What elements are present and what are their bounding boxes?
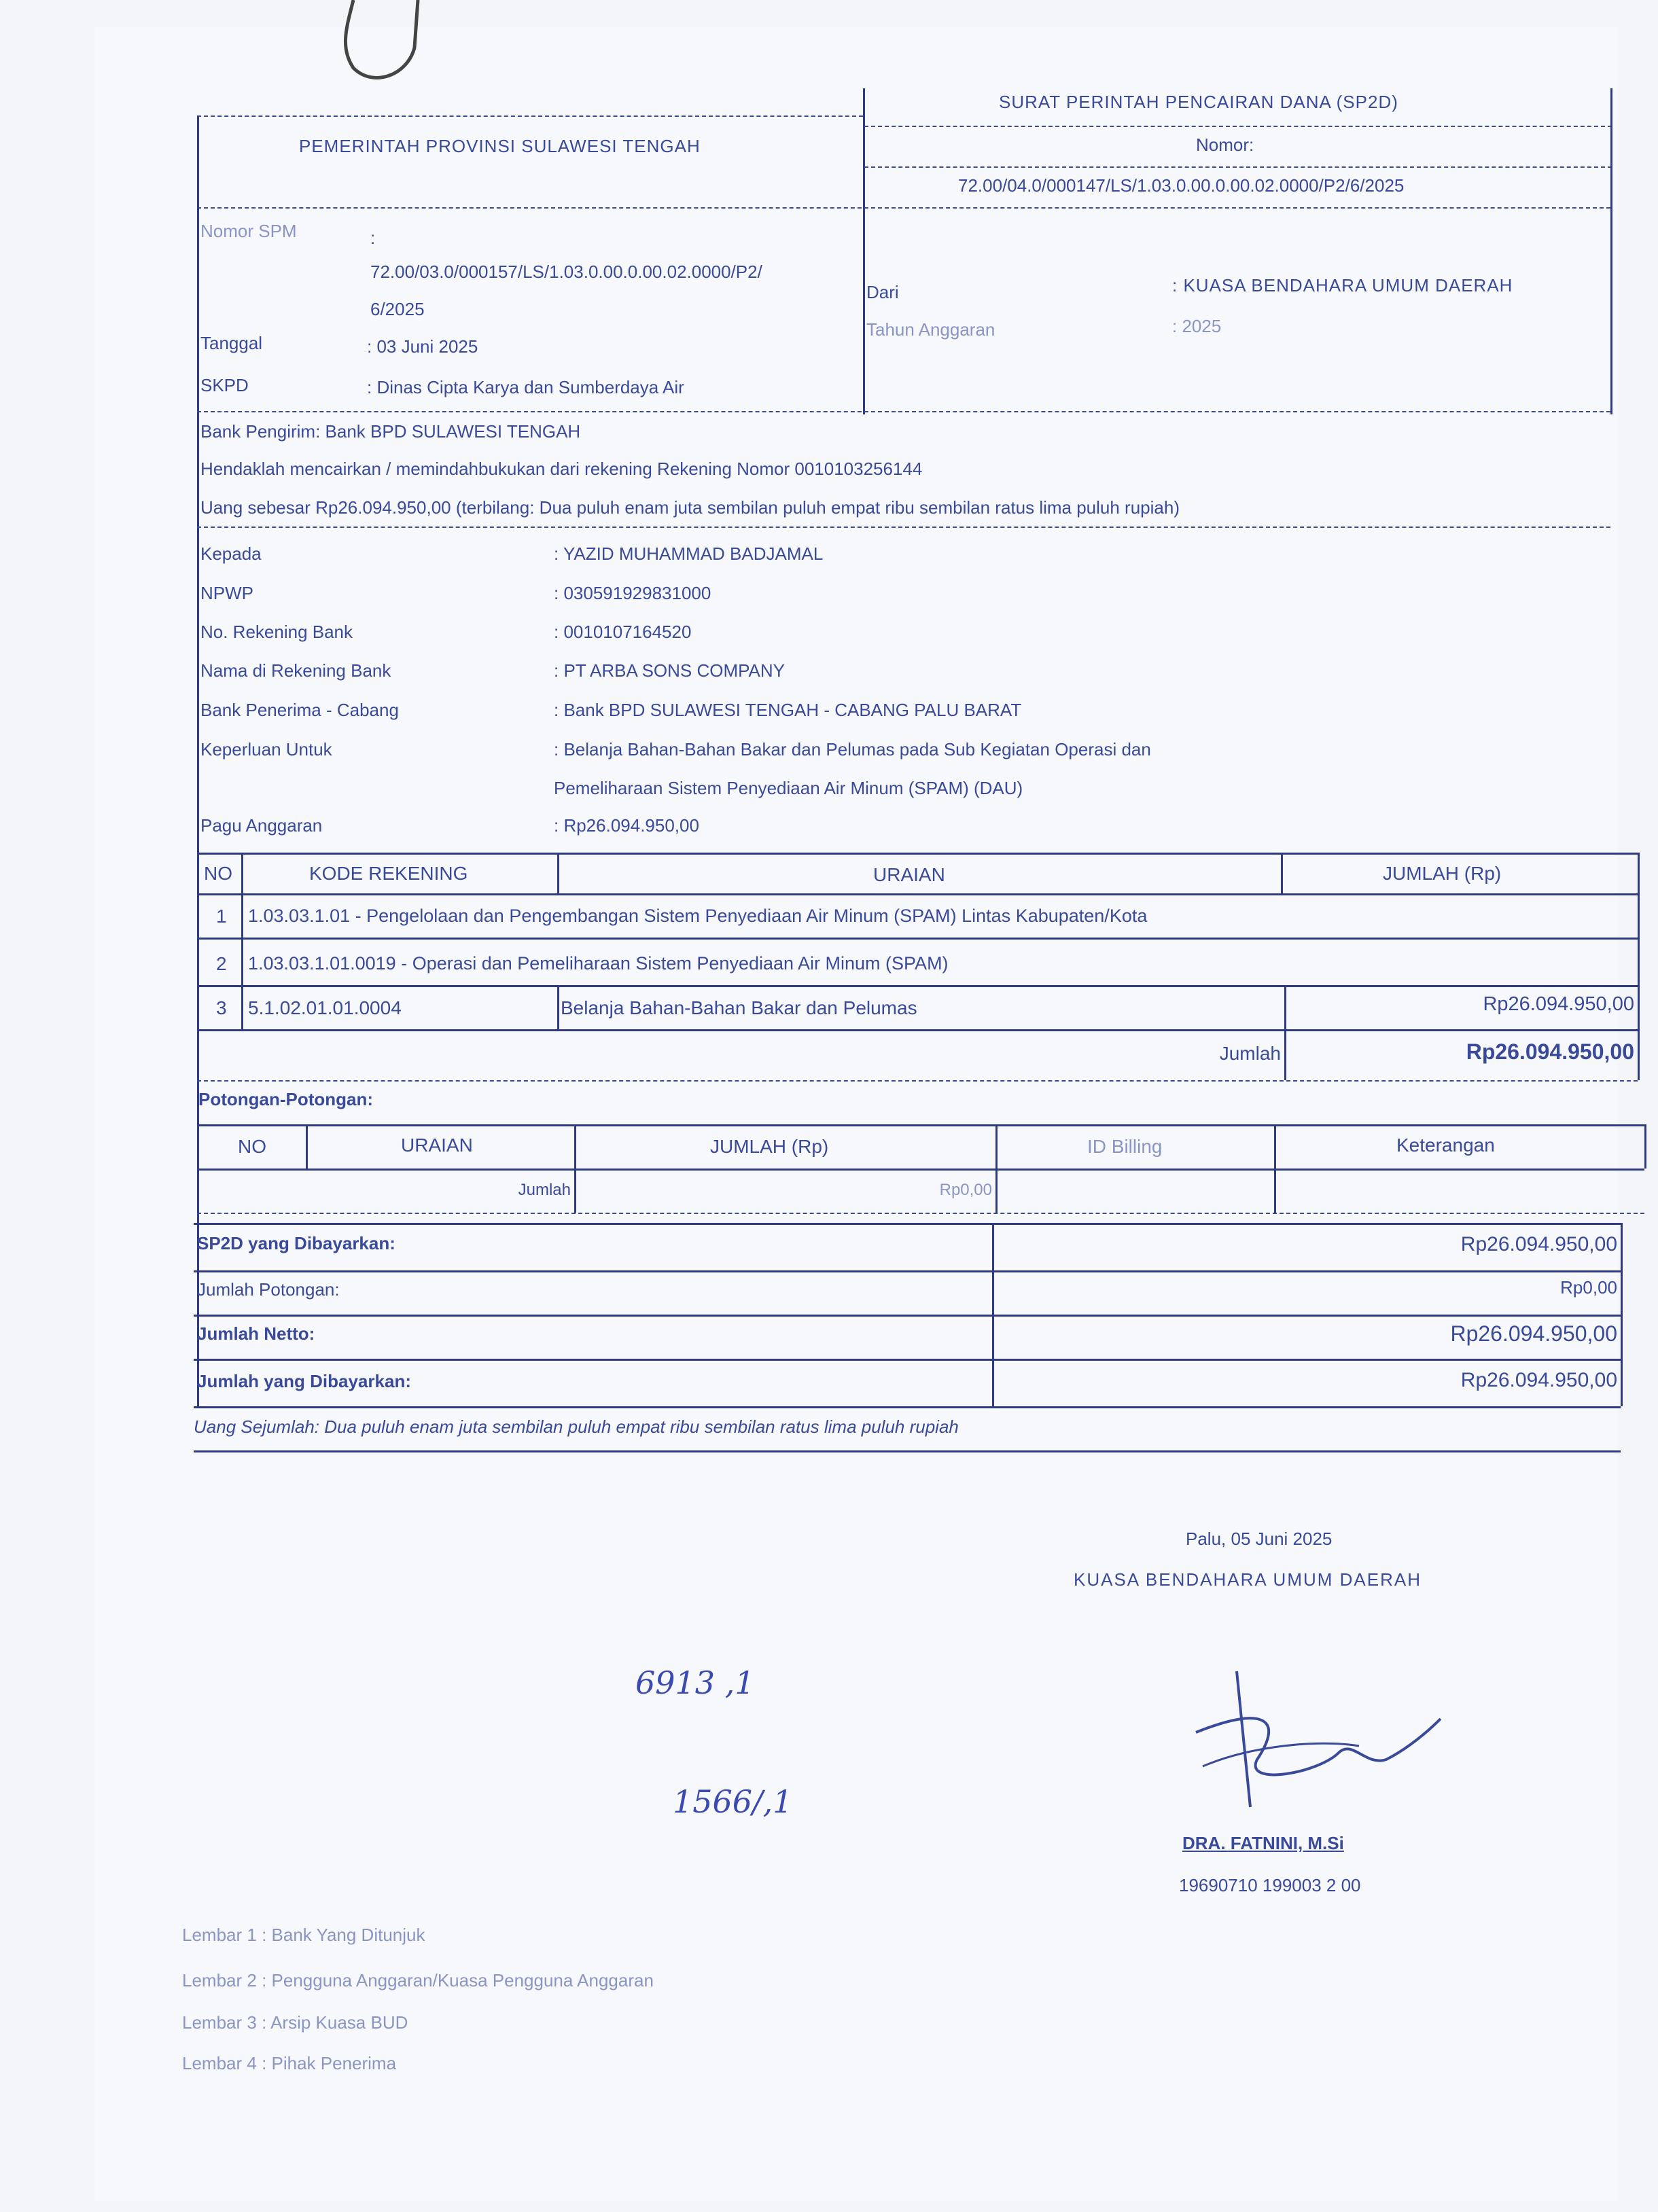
keperluan-value-line1: : Belanja Bahan-Bahan Bakar dan Pelumas pada Sub Kegiatan Operasi dan — [554, 739, 1151, 760]
potongan-col-keterangan: Keterangan — [1396, 1135, 1495, 1156]
pagu-anggaran-label: Pagu Anggaran — [200, 815, 323, 836]
nama-rekening-label: Nama di Rekening Bank — [200, 660, 391, 681]
potongan-jumlah-value: Rp0,00 — [939, 1181, 992, 1199]
row-uraian: Belanja Bahan-Bahan Bakar dan Pelumas — [561, 997, 917, 1018]
uang-sebesar-text: Uang sebesar Rp26.094.950,00 (terbilang: Dua puluh enam juta sembilan puluh empat ribu sembilan ratus lima puluh rupiah) — [200, 497, 1180, 518]
jumlah-total: Rp26.094.950,00 — [1466, 1039, 1634, 1064]
jumlah-potongan-value: Rp0,00 — [1560, 1277, 1617, 1298]
nomor-spm-label: Nomor SPM — [200, 221, 297, 241]
tanggal-label: Tanggal — [200, 333, 263, 353]
hendaklah-text: Hendaklah mencairkan / memindahbukukan dari rekening Rekening Nomor 0010103256144 — [200, 459, 923, 479]
keperluan-label: Keperluan Untuk — [200, 739, 332, 760]
jumlah-netto-value: Rp26.094.950,00 — [1450, 1321, 1617, 1346]
bank-pengirim: Bank Pengirim: Bank BPD SULAWESI TENGAH — [200, 421, 581, 442]
lembar-1: Lembar 1 : Bank Yang Ditunjuk — [182, 1925, 425, 1945]
row-no: 3 — [216, 997, 227, 1018]
potongan-col-jumlah: JUMLAH (Rp) — [710, 1136, 829, 1157]
keperluan-value-line2: Pemeliharaan Sistem Penyediaan Air Minum (SPAM) (DAU) — [554, 778, 1023, 798]
sp2d-dibayarkan-label: SP2D yang Dibayarkan: — [197, 1233, 395, 1253]
jumlah-netto-label: Jumlah Netto: — [197, 1323, 315, 1344]
nama-rekening-value: : PT ARBA SONS COMPANY — [554, 660, 786, 681]
nomor-spm-value-line2: 6/2025 — [370, 299, 425, 319]
government-name: PEMERINTAH PROVINSI SULAWESI TENGAH — [299, 136, 701, 156]
dari-label: Dari — [866, 282, 899, 302]
row-kode: 1.03.03.1.01 - Pengelolaan dan Pengembangan Sistem Penyediaan Air Minum (SPAM) Lintas Kabupaten/Kota — [248, 906, 1148, 926]
tahun-anggaran-label: Tahun Anggaran — [866, 319, 995, 340]
document-title: SURAT PERINTAH PENCAIRAN DANA (SP2D) — [999, 92, 1398, 112]
spm-colon: : — [370, 228, 376, 248]
row-no: 1 — [216, 906, 227, 927]
jumlah-potongan-label: Jumlah Potongan: — [197, 1279, 340, 1300]
col-header-kode: KODE REKENING — [309, 863, 468, 884]
nomor-spm-value-line1: 72.00/03.0/000157/LS/1.03.0.00.0.00.02.0000/P2/ — [370, 262, 762, 282]
npwp-label: NPWP — [200, 583, 253, 603]
potongan-col-idbilling: ID Billing — [1087, 1136, 1163, 1157]
paper-sheet — [95, 27, 1617, 2201]
skpd-label: SKPD — [200, 375, 249, 395]
bank-penerima-label: Bank Penerima - Cabang — [200, 700, 399, 720]
pagu-anggaran-value: : Rp26.094.950,00 — [554, 815, 699, 836]
col-header-uraian: URAIAN — [873, 864, 945, 885]
row-kode: 1.03.03.1.01.0019 - Operasi dan Pemeliharaan Sistem Penyediaan Air Minum (SPAM) — [248, 953, 949, 974]
row-kode: 5.1.02.01.01.0004 — [248, 997, 402, 1018]
potongan-title: Potongan-Potongan: — [198, 1089, 374, 1109]
lembar-2: Lembar 2 : Pengguna Anggaran/Kuasa Pengguna Anggaran — [182, 1970, 654, 1991]
tahun-anggaran-value: : 2025 — [1172, 316, 1222, 336]
tanggal-value: : 03 Juni 2025 — [367, 336, 478, 357]
row-jumlah: Rp26.094.950,00 — [1483, 993, 1634, 1015]
npwp-value: : 030591929831000 — [554, 583, 711, 603]
potongan-col-uraian: URAIAN — [401, 1135, 473, 1156]
dari-value: : KUASA BENDAHARA UMUM DAERAH — [1172, 275, 1513, 296]
nomor-sp2d: 72.00/04.0/000147/LS/1.03.0.00.0.00.02.0000/P2/6/2025 — [958, 175, 1405, 196]
potongan-jumlah-label: Jumlah — [518, 1181, 571, 1199]
signatory-role: KUASA BENDAHARA UMUM DAERAH — [1074, 1569, 1422, 1590]
nomor-label: Nomor: — [1196, 135, 1254, 155]
potongan-col-no: NO — [238, 1136, 266, 1157]
signatory-nip: 19690710 199003 2 00 — [1179, 1875, 1361, 1895]
skpd-value: : Dinas Cipta Karya dan Sumberdaya Air — [367, 377, 684, 397]
handwritten-note-1: 6913 ,1 — [635, 1664, 755, 1701]
handwritten-note-2: 1566/,1 — [673, 1783, 793, 1820]
row-no: 2 — [216, 953, 227, 974]
signatory-name: DRA. FATNINI, M.Si — [1182, 1833, 1344, 1853]
no-rekening-value: : 0010107164520 — [554, 622, 692, 642]
hole-punch-mark — [326, 0, 462, 95]
kepada-value: : YAZID MUHAMMAD BADJAMAL — [554, 543, 824, 564]
terbilang-text: Uang Sejumlah: Dua puluh enam juta sembilan puluh empat ribu sembilan ratus lima puluh rupiah — [194, 1416, 959, 1437]
no-rekening-label: No. Rekening Bank — [200, 622, 353, 642]
signature-scribble — [1182, 1658, 1454, 1821]
col-header-jumlah: JUMLAH (Rp) — [1383, 863, 1502, 884]
col-header-no: NO — [204, 863, 232, 884]
bank-penerima-value: : Bank BPD SULAWESI TENGAH - CABANG PALU BARAT — [554, 700, 1022, 720]
place-date: Palu, 05 Juni 2025 — [1186, 1529, 1333, 1549]
jumlah-label: Jumlah — [1219, 1043, 1281, 1064]
lembar-4: Lembar 4 : Pihak Penerima — [182, 2053, 397, 2073]
jumlah-dibayarkan-label: Jumlah yang Dibayarkan: — [197, 1371, 411, 1391]
lembar-3: Lembar 3 : Arsip Kuasa BUD — [182, 2012, 408, 2033]
kepada-label: Kepada — [200, 543, 262, 564]
jumlah-dibayarkan-value: Rp26.094.950,00 — [1460, 1369, 1617, 1391]
sp2d-dibayarkan-value: Rp26.094.950,00 — [1460, 1233, 1617, 1255]
